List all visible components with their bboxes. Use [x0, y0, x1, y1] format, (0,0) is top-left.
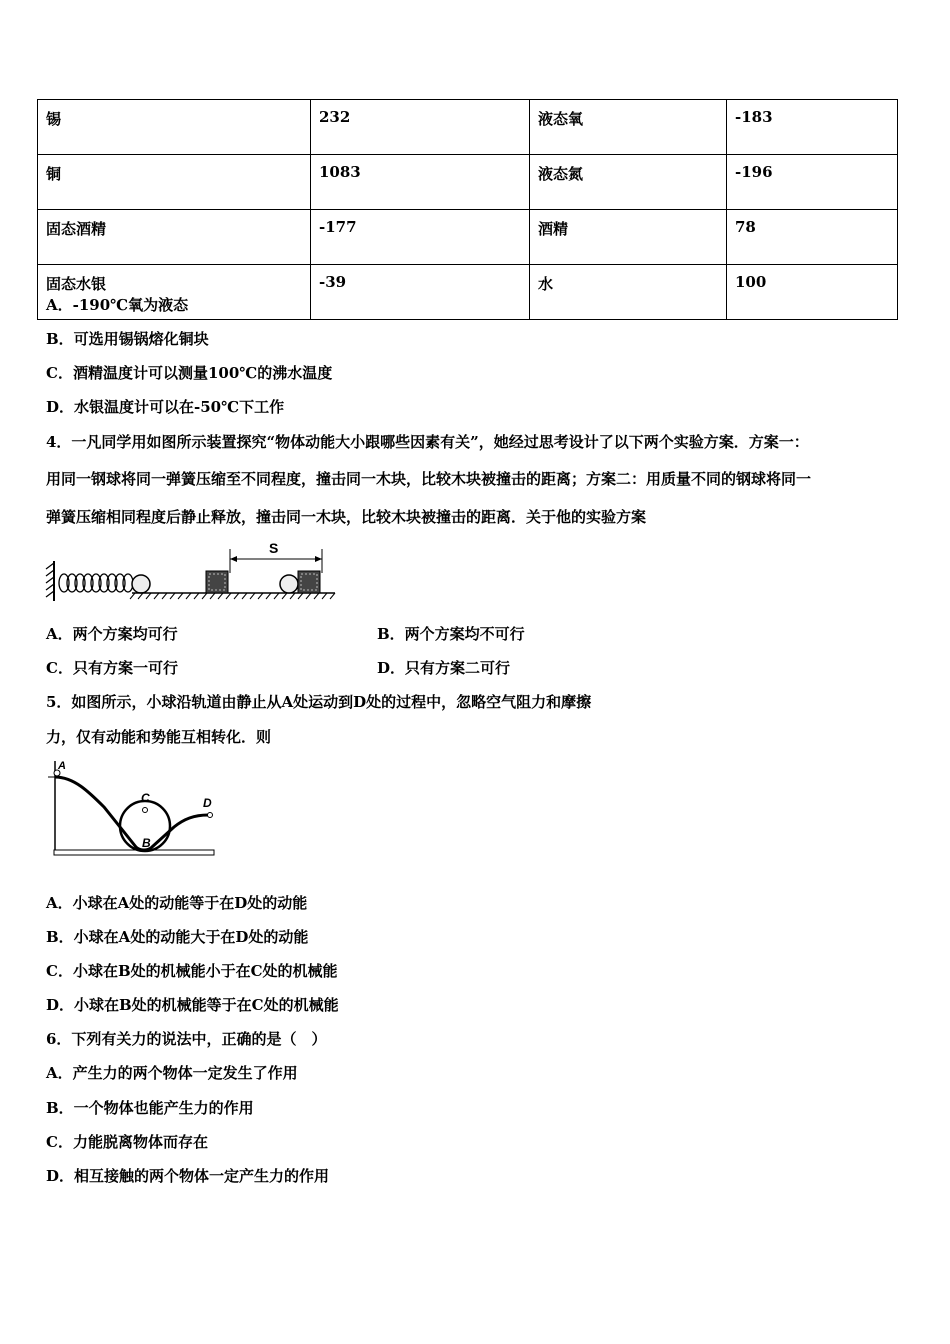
point-c-label: C	[141, 791, 150, 805]
table-cell: 液态氧	[530, 100, 727, 155]
q4-stem-line-1: 4．一凡同学用如图所示装置探究“物体动能大小跟哪些因素有关”，她经过思考设计了以下两个实验方案．方案一：	[46, 433, 809, 451]
roller-track-figure	[44, 757, 224, 867]
table-cell: -196	[727, 155, 898, 210]
table-row	[38, 100, 898, 155]
q4-option-b: B．两个方案均不可行	[377, 625, 525, 643]
table-cell: 水	[530, 265, 727, 320]
q3-option-b: B．可选用锡锅熔化铜块	[46, 330, 209, 348]
distance-label: S	[269, 540, 279, 556]
q5-stem-line-1: 5．如图所示，小球沿轨道由静止从A处运动到D处的过程中，忽略空气阻力和摩擦	[46, 693, 592, 711]
q3-option-d: D．水银温度计可以在-50℃下工作	[46, 398, 285, 416]
point-d-label: D	[203, 796, 212, 810]
q6-option-c: C．力能脱离物体而存在	[46, 1133, 208, 1151]
spring-icon	[59, 574, 133, 592]
steel-ball-icon	[132, 575, 150, 593]
q5-option-b: B．小球在A处的动能大于在D处的动能	[46, 928, 309, 946]
table-cell: 液态氮	[530, 155, 727, 210]
q5-option-a: A．小球在A处的动能等于在D处的动能	[46, 894, 308, 912]
steel-ball-icon	[280, 575, 298, 593]
spring-ball-block-figure	[40, 535, 345, 610]
table-cell: 锡	[38, 100, 311, 155]
q6-option-b: B．一个物体也能产生力的作用	[46, 1099, 254, 1117]
q4-option-c: C．只有方案一可行	[46, 659, 178, 677]
point-b-label: B	[142, 836, 151, 850]
table-cell: 固态酒精	[38, 210, 311, 265]
q3-option-a: A．-190℃氧为液态	[46, 296, 189, 314]
table-cell: 232	[311, 100, 530, 155]
q5-option-d: D．小球在B处的机械能等于在C处的机械能	[46, 996, 339, 1014]
table-cell: 固态水银	[38, 265, 311, 320]
q4-option-a: A．两个方案均可行	[46, 625, 178, 643]
table-cell: 铜	[38, 155, 311, 210]
melting-point-table	[37, 99, 898, 320]
q4-option-d: D．只有方案二可行	[377, 659, 511, 677]
table-cell: 酒精	[530, 210, 727, 265]
table-cell: -39	[311, 265, 530, 320]
table-cell: -183	[727, 100, 898, 155]
table-row	[38, 155, 898, 210]
point-a-label: A	[58, 760, 66, 772]
table-cell: 100	[727, 265, 898, 320]
q6-option-d: D．相互接触的两个物体一定产生力的作用	[46, 1167, 330, 1185]
table-cell: 1083	[311, 155, 530, 210]
q5-stem-line-2: 力，仅有动能和势能互相转化．则	[46, 728, 272, 746]
q5-option-c: C．小球在B处的机械能小于在C处的机械能	[46, 962, 338, 980]
q6-option-a: A．产生力的两个物体一定发生了作用	[46, 1064, 298, 1082]
table-row	[38, 210, 898, 265]
table-cell: -177	[311, 210, 530, 265]
q3-option-c: C．酒精温度计可以测量100℃的沸水温度	[46, 364, 333, 382]
q6-stem: 6．下列有关力的说法中，正确的是（ ）	[46, 1030, 327, 1048]
q4-stem-line-3: 弹簧压缩相同程度后静止释放，撞击同一木块，比较木块被撞击的距离．关于他的实验方案	[46, 508, 647, 526]
table-cell: 78	[727, 210, 898, 265]
q4-stem-line-2: 用同一钢球将同一弹簧压缩至不同程度，撞击同一木块，比较木块被撞击的距离；方案二：用质量不同的钢球将同一	[46, 470, 812, 488]
